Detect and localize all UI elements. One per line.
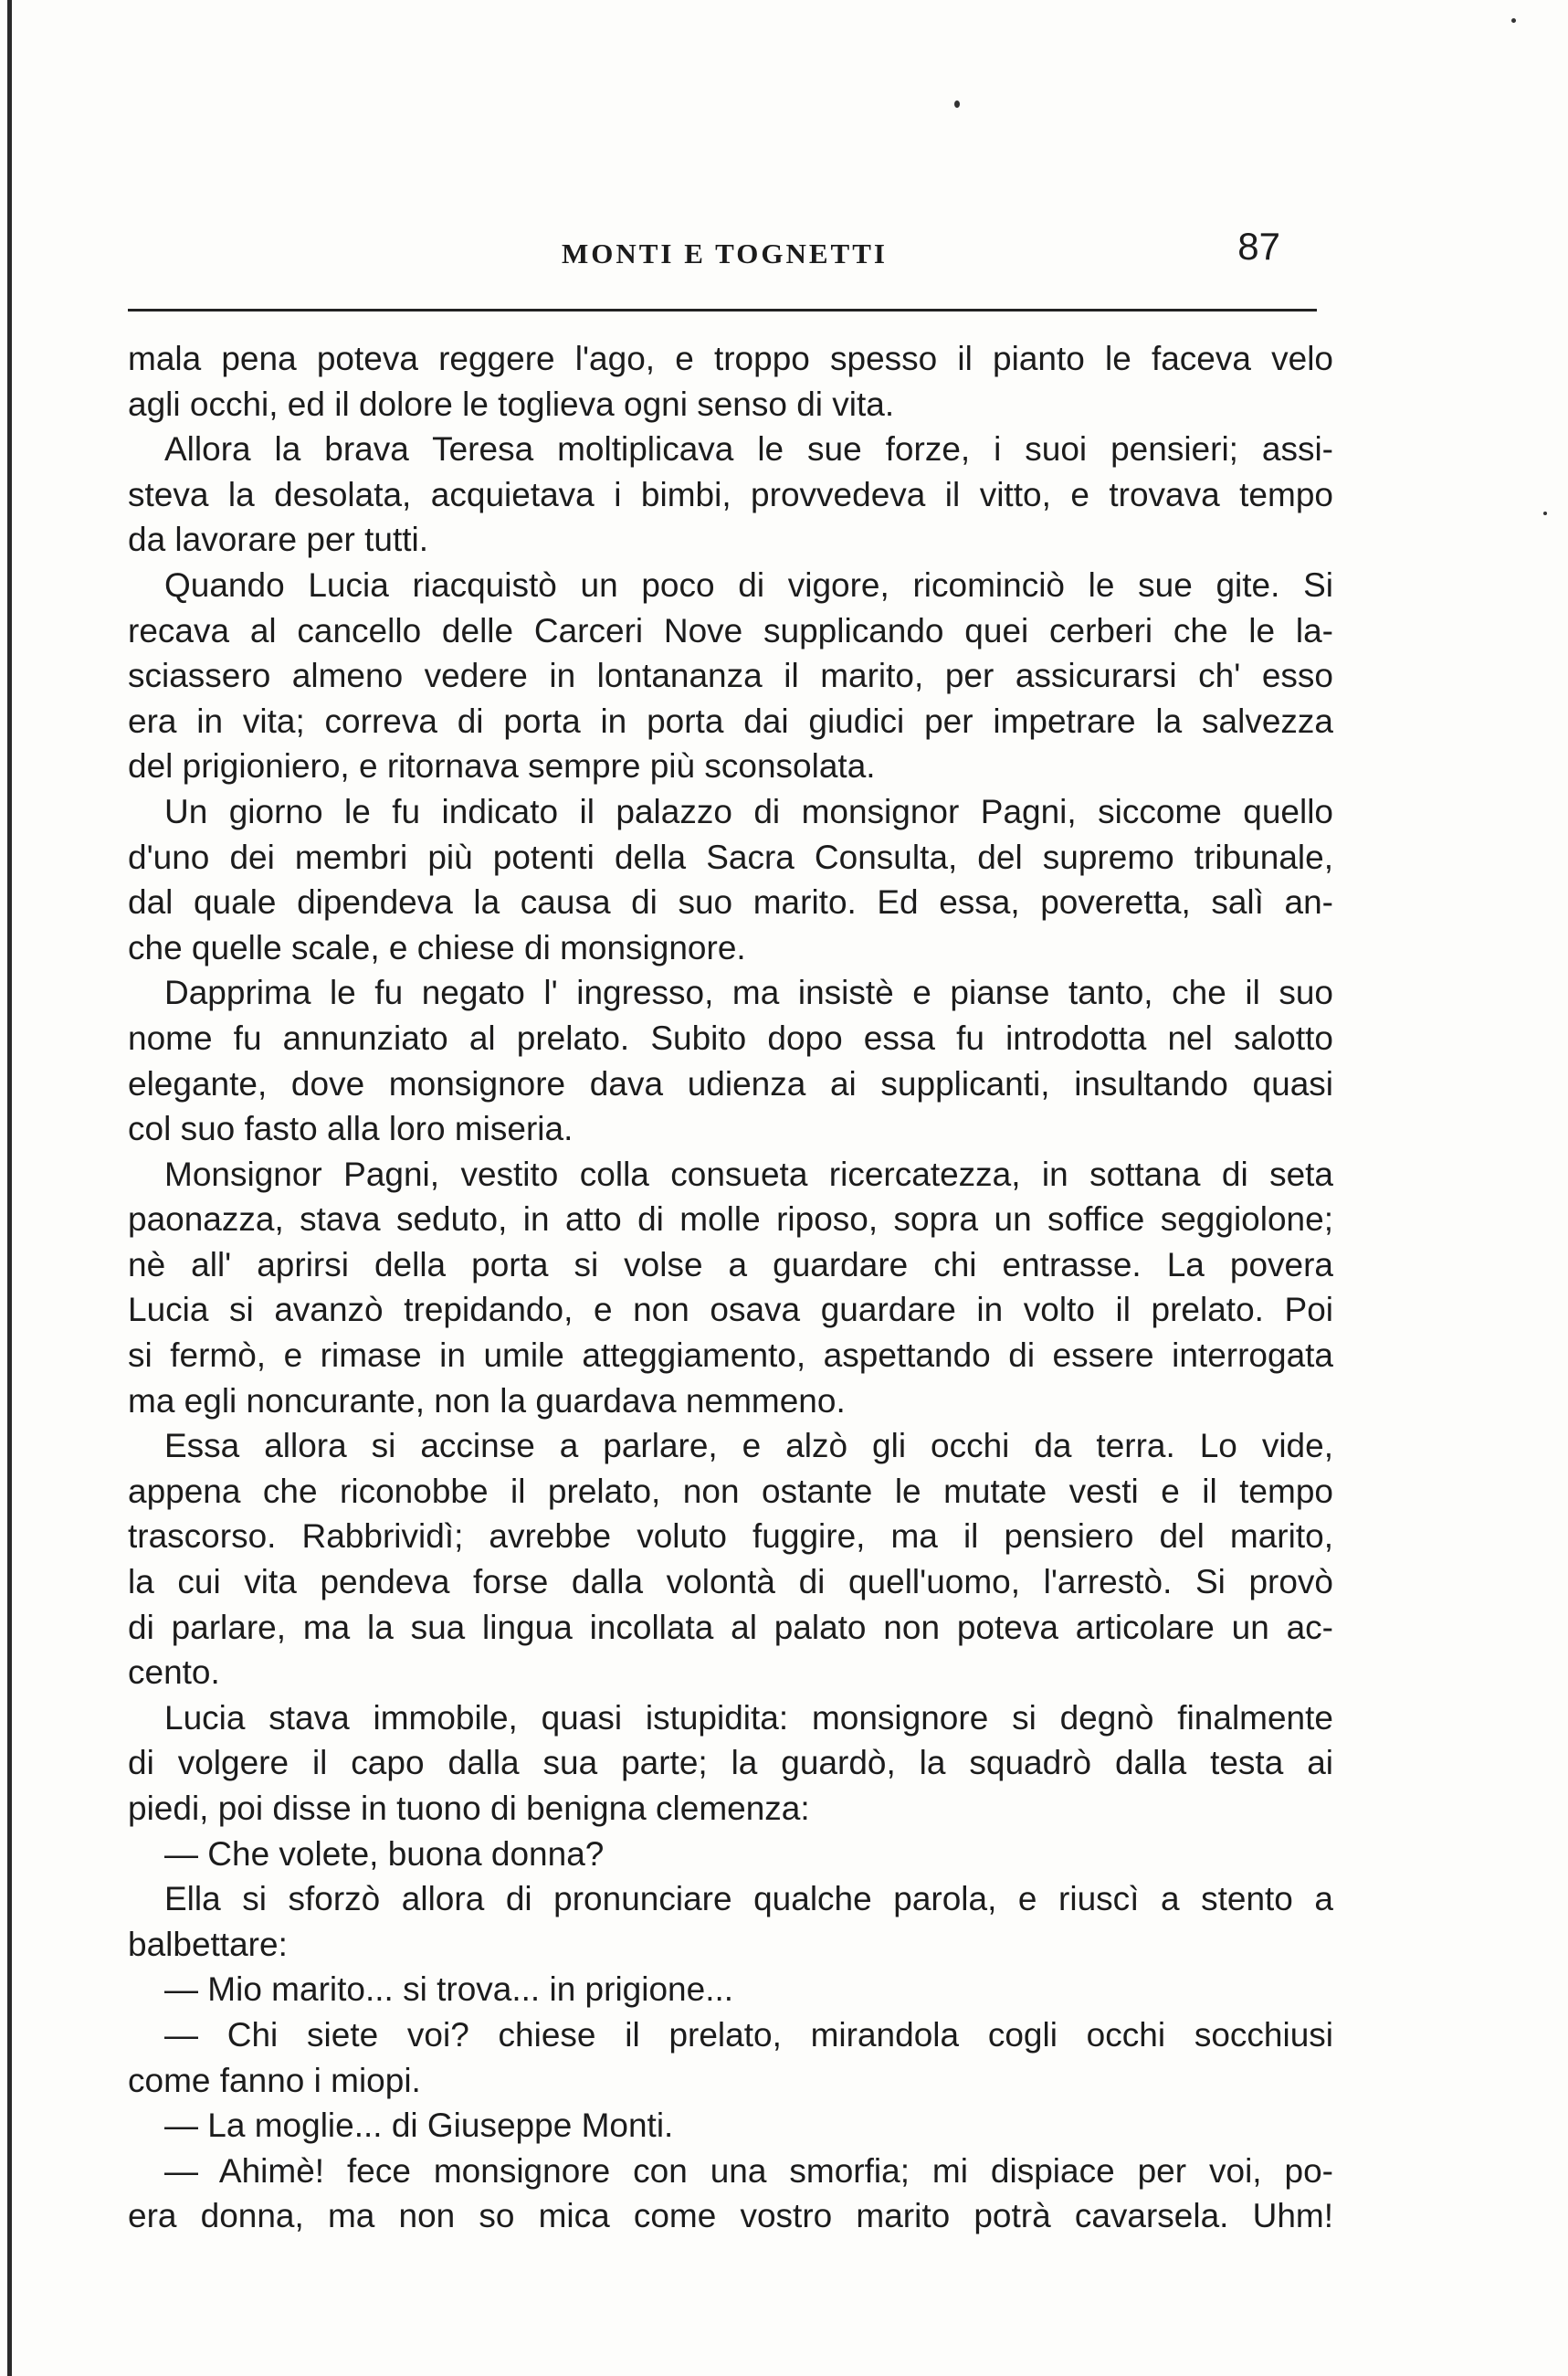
text-line: trascorso. Rabbrividì; avrebbe voluto fuggire, ma il pensiero del marito, [128, 1517, 1333, 1556]
text-line: Lucia stava immobile, quasi istupidita: monsignore si degnò finalmente [164, 1698, 1333, 1737]
text-line: sciassero almeno vedere in lontananza il marito, per assicurarsi ch' esso [128, 657, 1333, 695]
text-line: Ella si sforzò allora di pronunciare qualche parola, e riuscì a stento a [164, 1880, 1333, 1918]
text-line: — Ahimè! fece monsignore con una smorfia; mi dispiace per voi, po- [164, 2151, 1333, 2190]
text-line: Essa allora si accinse a parlare, e alzò gli occhi da terra. Lo vide, [164, 1427, 1333, 1465]
text-line: d'uno dei membri più potenti della Sacra Consulta, del supremo tribunale, [128, 838, 1333, 876]
text-line: la cui vita pendeva forse dalla volontà di quell'uomo, l'arrestò. Si provò [128, 1563, 1333, 1601]
text-line: come fanno i miopi. [128, 2061, 421, 2099]
text-line: Allora la brava Teresa moltiplicava le sue forze, i suoi pensieri; assi- [164, 430, 1333, 469]
text-line: agli occhi, ed il dolore le toglieva ogni senso di vita. [128, 385, 895, 423]
text-line: si fermò, e rimase in umile atteggiamento, aspettando di essere interrogata [128, 1336, 1333, 1375]
text-line: di volgere il capo dalla sua parte; la guardò, la squadrò dalla testa ai [128, 1744, 1333, 1782]
text-line: col suo fasto alla loro miseria. [128, 1110, 574, 1148]
text-line: nome fu annunziato al prelato. Subito dopo essa fu introdotta nel salotto [128, 1019, 1333, 1057]
text-line: Monsignor Pagni, vestito colla consueta ricercatezza, in sottana di seta [164, 1155, 1333, 1193]
text-line: — Chi siete voi? chiese il prelato, mirandola cogli occhi socchiusi [164, 2015, 1333, 2054]
text-line: Un giorno le fu indicato il palazzo di monsignor Pagni, siccome quello [164, 792, 1333, 830]
text-line: ma egli noncurante, non la guardava nemmeno. [128, 1381, 846, 1420]
text-line: — Mio marito... si trova... in prigione... [164, 1970, 734, 2009]
print-speck [1543, 512, 1547, 515]
text-line: che quelle scale, e chiese di monsignore. [128, 928, 746, 966]
page-header [128, 225, 1317, 270]
page-binding-edge [7, 0, 12, 2376]
text-line: paonazza, stava seduto, in atto di molle riposo, sopra un soffice seggiolone; [128, 1200, 1333, 1239]
text-line: appena che riconobbe il prelato, non ostante le mutate vesti e il tempo [128, 1472, 1333, 1510]
text-line: elegante, dove monsignore dava udienza ai supplicanti, insultando quasi [128, 1064, 1333, 1103]
text-line: recava al cancello delle Carceri Nove supplicando quei cerberi che le la- [128, 611, 1333, 649]
print-speck [954, 100, 960, 108]
text-line: steva la desolata, acquietava i bimbi, provvedeva il vitto, e trovava tempo [128, 475, 1333, 513]
text-line: — Che volete, buona donna? [164, 1834, 605, 1873]
text-line: da lavorare per tutti. [128, 521, 429, 559]
text-line: era donna, ma non so mica come vostro marito potrà cavarsela. Uhm! [128, 2197, 1333, 2235]
text-line: era in vita; correva di porta in porta dai giudici per impetrare la salvezza [128, 702, 1333, 740]
text-line: balbettare: [128, 1925, 288, 1963]
text-line: Dapprima le fu negato l' ingresso, ma insistè e pianse tanto, che il suo [164, 974, 1333, 1012]
text-line: mala pena poteva reggere l'ago, e troppo spesso il pianto le faceva velo [128, 340, 1333, 377]
body-text [128, 336, 1333, 2239]
text-line: nè all' aprirsi della porta si volse a guardare chi entrasse. La povera [128, 1245, 1333, 1283]
text-line: di parlare, ma la sua lingua incollata al palato non poteva articolare un ac- [128, 1608, 1333, 1646]
page-number: 87 [1237, 225, 1280, 268]
text-line: — La moglie... di Giuseppe Monti. [164, 2107, 674, 2145]
text-line: piedi, poi disse in tuono di benigna clemenza: [128, 1790, 810, 1827]
text-line: Lucia si avanzò trepidando, e non osava guardare in volto il prelato. Poi [128, 1291, 1333, 1329]
print-speck [1511, 18, 1516, 23]
header-rule [128, 309, 1317, 312]
text-line: del prigioniero, e ritornava sempre più sconsolata. [128, 747, 876, 786]
text-line: Quando Lucia riacquistò un poco di vigore, ricominciò le sue gite. Si [164, 565, 1333, 604]
text-line: cento. [128, 1653, 220, 1692]
text-line: dal quale dipendeva la causa di suo marito. Ed essa, poveretta, salì an- [128, 883, 1333, 922]
running-head: MONTI E TOGNETTI [562, 238, 888, 269]
